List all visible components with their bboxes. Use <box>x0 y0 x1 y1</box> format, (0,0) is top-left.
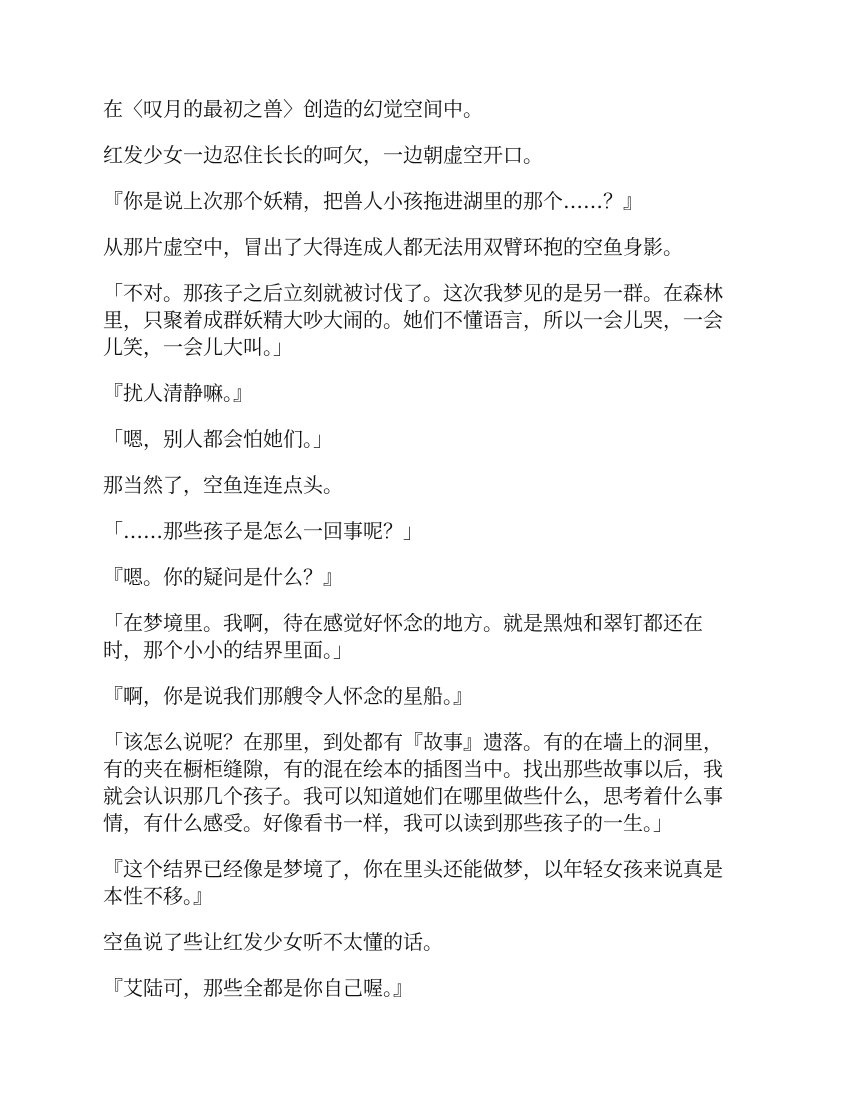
paragraph-9: 「……那些孩子是怎么一回事呢？」 <box>103 519 423 543</box>
paragraph-4: 从那片虚空中，冒出了大得连成人都无法用双臂环抱的空鱼身影。 <box>103 235 683 259</box>
paragraph-11: 「在梦境里。我啊，待在感觉好怀念的地方。就是黑烛和翠钉都还在 时，那个小小的结界里面。」 <box>103 611 703 662</box>
paragraph-8: 那当然了，空鱼连连点头。 <box>103 473 343 497</box>
paragraph-14: 『这个结界已经像是梦境了，你在里头还能做梦，以年轻女孩来说真是 本性不移。』 <box>103 857 723 908</box>
paragraph-3: 『你是说上次那个妖精，把兽人小孩拖进湖里的那个……？』 <box>103 189 643 213</box>
paragraph-6: 『扰人清静嘛。』 <box>103 381 253 405</box>
document-body <box>103 96 753 1021</box>
paragraph-7: 「嗯，别人都会怕她们。」 <box>103 427 333 451</box>
paragraph-1: 在〈叹月的最初之兽〉创造的幻觉空间中。 <box>103 97 483 121</box>
paragraph-13: 「该怎么说呢？在那里，到处都有『故事』遗落。有的在墙上的洞里， 有的夹在橱柜缝隙，有的混在绘本的插图当中。找出那些故事以后，我 就会认识那几个孩子。我可以知道她们在哪里做些什么，思考着什么事 情，有什么感受。好像看书一样，我可以读到那些孩子的一生。」 <box>103 730 723 835</box>
paragraph-10: 『嗯。你的疑问是什么？』 <box>103 565 343 589</box>
paragraph-2: 红发少女一边忍住长长的呵欠，一边朝虚空开口。 <box>103 143 543 167</box>
paragraph-15: 空鱼说了些让红发少女听不太懂的话。 <box>103 930 443 954</box>
paragraph-12: 『啊，你是说我们那艘令人怀念的星船。』 <box>103 684 473 708</box>
paragraph-16: 『艾陆可，那些全都是你自己喔。』 <box>103 976 413 1000</box>
paragraph-5: 「不对。那孩子之后立刻就被讨伐了。这次我梦见的是另一群。在森林 里，只聚着成群妖精大吵大闹的。她们不懂语言，所以一会儿哭，一会 儿笑，一会儿大叫。」 <box>103 281 723 359</box>
